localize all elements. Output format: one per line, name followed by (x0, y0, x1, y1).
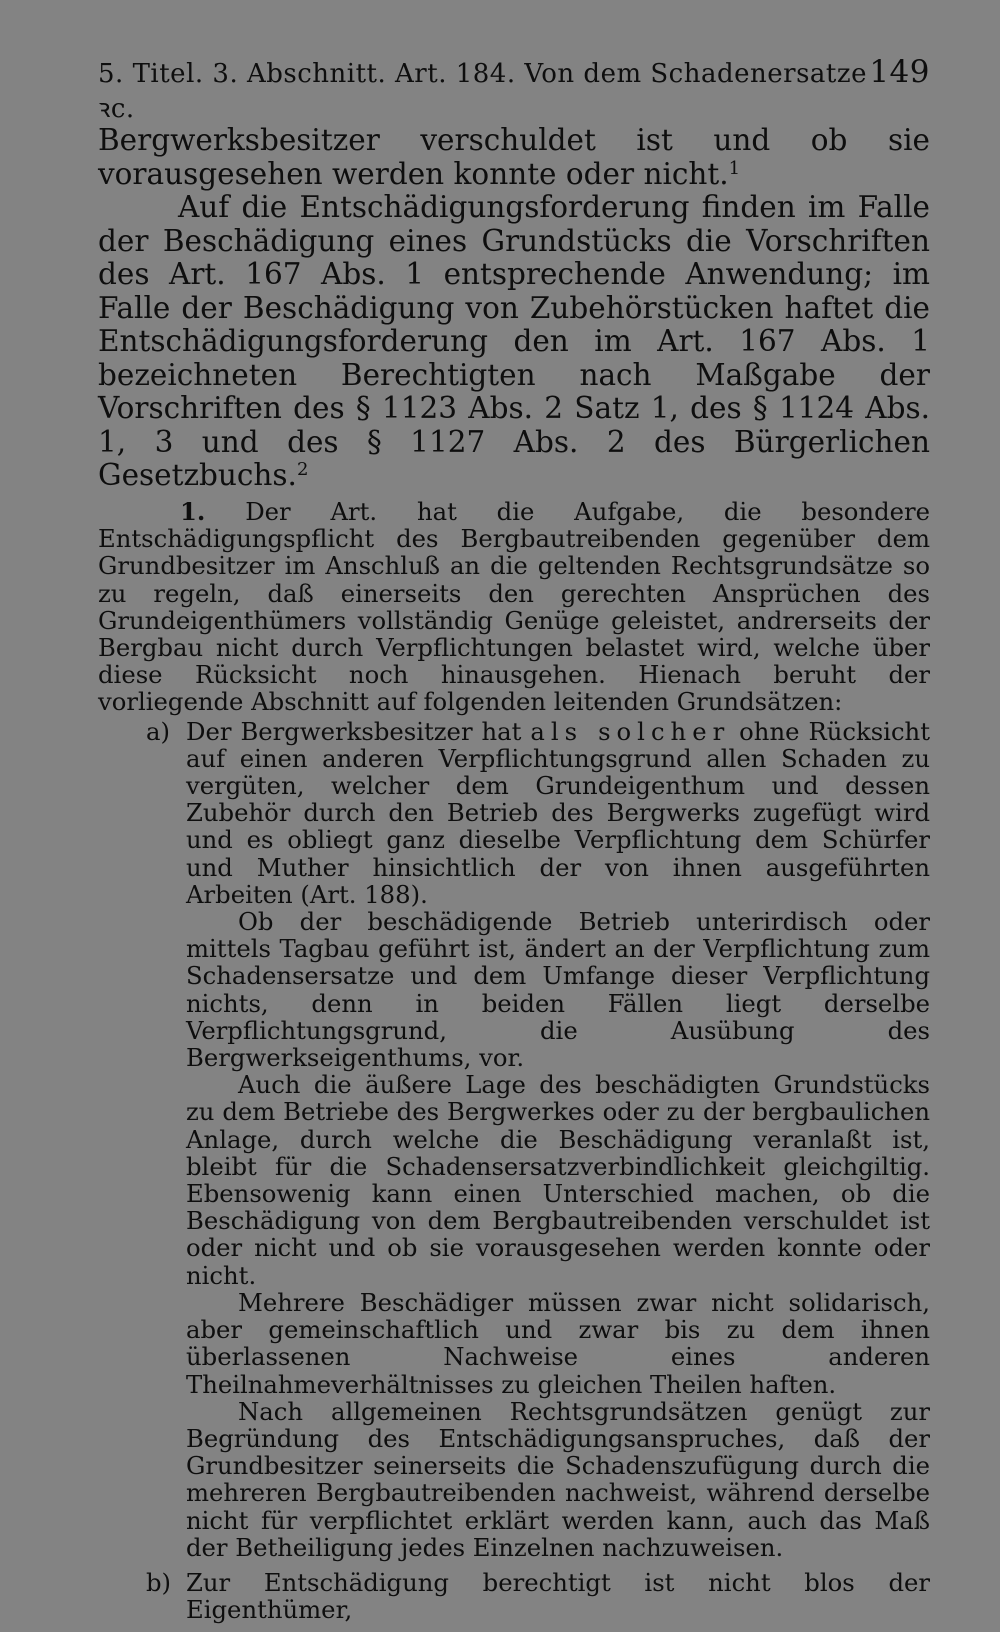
enum-item-a (98, 718, 930, 1561)
paragraph-continued (98, 124, 930, 191)
enum-paragraph: Ob der beschädigende Betrieb unterirdisch oder mittels Tagbau geführt ist, ändert an der Verpflichtung zum Schadensersatze und dem Umfange dieser Verpflichtung nichts, denn in beiden Fällen liegt derselbe Verpflichtungsgrund, die Ausübung des Bergwerkseigenthums, vor. (186, 907, 930, 1073)
paragraph (98, 191, 930, 493)
enum-paragraph: Auch die äußere Lage des beschädigten Grundstücks zu dem Betriebe des Bergwerkes oder zu der bergbaulichen Anlage, durch welche die Beschädigung veranlaßt ist, bleibt für die Schadensersatzverbindlichkeit gleichgiltig. Ebensowenig kann einen Unterschied machen, ob die Beschädigung von dem Bergbautreibenden verschuldet ist oder nicht und ob sie vorausgesehen werden konnte oder nicht. (186, 1070, 930, 1290)
footnote-ref: 2 (296, 459, 309, 480)
enum-item-b (98, 1569, 930, 1623)
paragraph-text: Bergwerksbesitzer verschuldet ist und ob sie vorausgesehen werden konnte oder nicht. (98, 123, 930, 191)
enum-label: a) (146, 716, 170, 746)
note-text: Der Art. hat die Aufgabe, die besondere Entschädigungspflicht des Bergbautreibenden gegenüber dem Grundbesitzer im Anschluß an die geltenden Rechtsgrundsätze so zu regeln, daß einerseits den gerechten Ansprüchen des Grundeigenthümers vollständig Genüge geleistet, andrerseits der Bergbau nicht durch Verpflichtungen belastet wird, welche über diese Rücksicht noch hinausgehen. Hienach beruht der vorliegende Abschnitt auf folgenden leitenden Grundsätzen: (98, 497, 931, 717)
enum-paragraph: Nach allgemeinen Rechtsgrundsätzen genügt zur Begründung des Entschädigungsanspruches, daß der Grundbesitzer seinerseits die Schadenszufügung durch die mehreren Bergbautreibenden nachweist, während derselbe nicht für verpflichtet erklärt werden kann, auch das Maß der Betheiligung jedes Einzelnen nachzuweisen. (186, 1396, 930, 1562)
enum-text: ohne Rücksicht auf einen anderen Verpflichtungsgrund allen Schaden zu vergüten, welcher dem Grundeigenthum und dessen Zubehör durch den Betrieb des Bergwerks zugefügt wird und es obliegt ganz dieselbe Verpflichtung dem Schürfer und Muther hinsichtlich der von ihnen ausgeführten Arbeiten (Art. 188). (186, 716, 930, 909)
enum-label: b) (146, 1567, 172, 1597)
enum-text: Der Bergwerksbesitzer hat (186, 716, 522, 746)
enum-paragraph: Mehrere Beschädiger müssen zwar nicht solidarisch, aber gemeinschaftlich und zwar bis zu dem ihnen überlassenen Nachweise eines anderen Theilnahmeverhältnisses zu gleichen Theilen haften. (186, 1287, 930, 1399)
page-number: 149 (869, 54, 930, 90)
running-title: 5. Titel. 3. Abschnitt. Art. 184. Von dem Schadenersatze ꝛc. (98, 59, 867, 124)
running-head (98, 54, 930, 125)
note-1 (98, 498, 930, 716)
paragraph-text: Auf die Entschädigungsforderung finden im Falle der Beschädigung eines Grundstücks die Vorschriften des Art. 167 Abs. 1 entsprechende Anwendung; im Falle der Beschädigung von Zubehörstücken haftet die Entschädigungsforderung den im Art. 167 Abs. 1 bezeichneten Berechtigten nach Maßgabe der Vorschriften des § 1123 Abs. 2 Satz 1, des § 1124 Abs. 1, 3 und des § 1127 Abs. 2 des Bürgerlichen Gesetzbuchs. (98, 190, 930, 492)
main-text (98, 124, 930, 493)
enum-paragraph (186, 718, 930, 908)
enum-paragraph: Zur Entschädigung berechtigt ist nicht blos der Eigenthümer, (186, 1567, 930, 1625)
note-number: 1. (180, 497, 206, 526)
emphasis-text: als solcher (530, 716, 731, 746)
commentary-notes (98, 498, 930, 1623)
footnote-ref: 1 (728, 157, 741, 179)
